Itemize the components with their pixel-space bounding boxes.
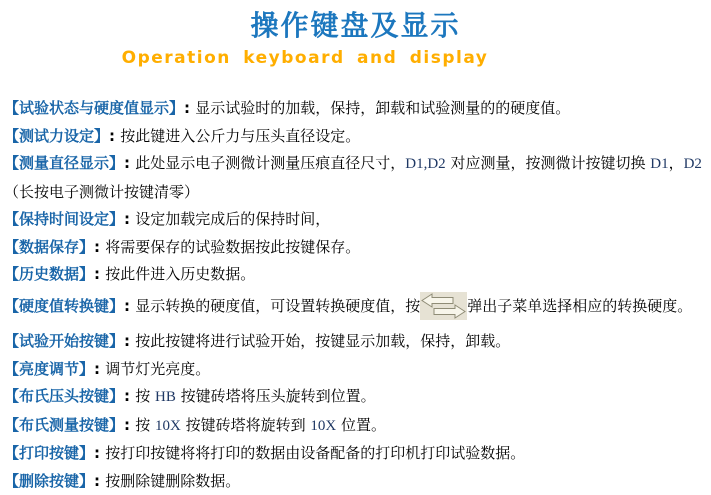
entry-brightness-adjust — [4, 356, 709, 384]
entry-test-start-key — [4, 328, 709, 356]
entry-text: 显示转换的硬度值，可设置转换硬度值，按 — [135, 297, 420, 315]
convert-arrows-icon — [420, 292, 467, 320]
entry-label: 【测量直径显示】 — [4, 154, 124, 172]
entry-separator: : — [124, 154, 135, 172]
entry-text: 调节灯光亮度。 — [105, 360, 210, 378]
entry-label: 【测试力设定】 — [4, 127, 109, 145]
entry-brinell-indenter-key — [4, 383, 709, 412]
entry-text: 显示试验时的加载，保持，卸载和试验测量的的硬度值。 — [195, 99, 570, 117]
entry-text: 将需要保存的试验数据按此按键保存。 — [105, 238, 360, 256]
entry-text: ， — [669, 154, 684, 172]
entry-label: 【打印按键】 — [4, 444, 94, 462]
entry-separator: : — [124, 210, 135, 228]
page-header — [0, 0, 711, 69]
entry-label: 【历史数据】 — [4, 265, 94, 283]
entry-label: 【布氏测量按键】 — [4, 416, 124, 434]
entry-text: 位置。 — [336, 416, 386, 434]
entry-print-key — [4, 440, 709, 468]
entry-label: 【布氏压头按键】 — [4, 387, 124, 405]
entry-label: 【试验开始按键】 — [4, 332, 124, 350]
entry-label: 【亮度调节】 — [4, 360, 94, 378]
entry-separator: : — [124, 387, 135, 405]
document-body — [0, 69, 711, 495]
entry-separator: : — [94, 238, 105, 256]
entry-label: 【保持时间设定】 — [4, 210, 124, 228]
entry-label: 【硬度值转换键】 — [4, 297, 124, 315]
entry-text: 按此键进入公斤力与压头直径设定。 — [120, 127, 360, 145]
entry-hold-time-setting — [4, 206, 709, 234]
entry-text-latin: 10X — [155, 418, 181, 434]
entry-delete-key — [4, 468, 709, 495]
entry-separator: : — [124, 416, 135, 434]
entry-test-force-setting — [4, 123, 709, 151]
entry-text: 按此件进入历史数据。 — [105, 265, 255, 283]
entry-diameter-display-continuation — [4, 179, 709, 207]
entry-text: 设定加载完成后的保持时间， — [135, 210, 330, 228]
entry-text-latin: D1 — [650, 156, 668, 172]
entry-history-data — [4, 261, 709, 289]
entry-text: 按打印按键将将打印的数据由设备配备的打印机打印试验数据。 — [105, 444, 525, 462]
entry-separator: : — [124, 297, 135, 315]
entry-text: 按键砖塔将压头旋转到位置。 — [176, 387, 376, 405]
entry-text: 弹出子菜单选择相应的转换硬度。 — [467, 297, 692, 315]
entry-separator: : — [124, 332, 135, 350]
entry-text-latin: 10X — [310, 418, 336, 434]
entry-text-latin: HB — [155, 389, 176, 405]
page-title: 操作键盘及显示 — [0, 7, 711, 45]
entry-text-latin: D1,D2 — [405, 156, 445, 172]
entry-separator: : — [94, 472, 105, 490]
entry-text: 对应测量，按测微计按键切换 — [446, 154, 651, 172]
entry-text-latin: D2 — [684, 156, 702, 172]
entry-separator: : — [94, 444, 105, 462]
entry-test-status-display — [4, 95, 709, 123]
entry-text: 此处显示电子测微计测量压痕直径尺寸， — [135, 154, 405, 172]
entry-brinell-measure-key — [4, 412, 709, 441]
entry-data-save — [4, 234, 709, 262]
entry-text: 按此按键将进行试验开始，按键显示加载，保持，卸载。 — [135, 332, 510, 350]
page-subtitle: Operation keyboard and display — [0, 47, 610, 69]
entry-separator: : — [184, 99, 195, 117]
entry-separator: : — [94, 265, 105, 283]
entry-separator: : — [94, 360, 105, 378]
entry-separator: : — [109, 127, 120, 145]
entry-label: 【数据保存】 — [4, 238, 94, 256]
entry-hardness-convert-key — [4, 292, 709, 321]
entry-text: 按键砖塔将旋转到 — [181, 416, 311, 434]
entry-label: 【删除按键】 — [4, 472, 94, 490]
entry-text: 按删除键删除数据。 — [105, 472, 240, 490]
entry-text: 按 — [135, 387, 155, 405]
entry-text: （长按电子测微计按键清零） — [4, 183, 199, 201]
entry-label: 【试验状态与硬度值显示】 — [4, 99, 184, 117]
entry-text: 按 — [135, 416, 155, 434]
entry-diameter-display — [4, 150, 709, 179]
